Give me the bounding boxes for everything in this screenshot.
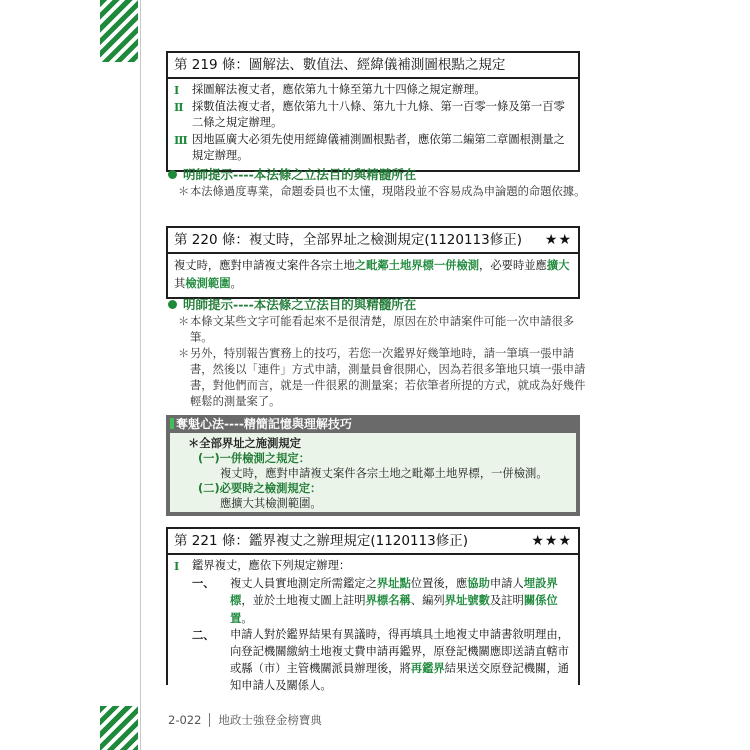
article-219-box xyxy=(166,51,580,172)
bullet-dot-icon xyxy=(168,300,177,309)
article-220-body: 複丈時，應對申請複丈案件各宗土地之毗鄰土地界標一併檢測，必要時並應擴大其檢測範圍。 xyxy=(174,258,570,290)
article-221-clause: 一、 複丈人員實地測定所需鑑定之界址點位置後，應協助申請人埋設界標，並於土地複丈圖上註明界標名稱、編列界址號數及註明關係位置。 xyxy=(192,575,558,625)
tip-heading: 明師提示----本法條之立法目的與精髓所在 xyxy=(183,167,417,182)
teacher-tip-2 xyxy=(168,296,588,410)
page-gutter-line xyxy=(140,0,141,750)
memory-tips-box xyxy=(166,415,580,516)
article-219-item: Ⅲ 因地區廣大必須先使用經緯儀補測圖根點者，應依第二編第二章圖根測量之規定辦理。 xyxy=(174,132,565,162)
corner-stripe-top xyxy=(100,0,138,62)
tip-item: ＊ 本法條過度專業，命題委員也不太懂，現階段並不容易成為申論題的命題依據。 xyxy=(178,185,586,198)
article-219-body xyxy=(168,79,578,170)
tip-item: ＊ 本條文某些文字可能看起來不是很清楚，原因在於申請案件可能一次申請很多筆。 xyxy=(178,315,575,344)
bullet-dot-icon xyxy=(168,170,177,179)
memory-tips-body: ＊全部界址之施測規定 (一)一併檢測之規定： 複丈時，應對申請複丈案件各宗土地之毗鄰土地界標，一併檢測。 (二)必要時之檢測規定： 應擴大其檢測範圍。 xyxy=(170,433,576,512)
importance-stars: ★★ xyxy=(544,232,572,248)
article-219-title: 第 219 條：圖解法、數值法、經緯儀補測圖根點之規定 xyxy=(168,53,578,79)
importance-stars: ★★★ xyxy=(531,533,572,549)
footer-divider xyxy=(209,713,210,727)
article-221-title: 第 221 條：鑑界複丈之辦理規定(1120113修正) ★★★ xyxy=(168,529,578,555)
page-number: 2-022 xyxy=(168,713,202,727)
article-221-clause: 二、 申請人對於鑑界結果有異議時，得再填具土地複丈申請書敘明理由，向登記機關繳納土地複丈費申請再鑑界，原登記機關應即送請直轄市或縣（市）主管機關派員辦理後，將再鑑界結果送交原登記機關，通知申請人及關係人。 xyxy=(192,628,569,692)
book-title: 地政士強登金榜寶典 xyxy=(218,713,322,727)
article-221-body: Ⅰ 鑑界複丈，應依下列規定辦理： 一、 複丈人員實地測定所需鑑定之界址點位置後，應協助申請人埋設界標，並於土地複丈圖上註明界標名稱、編列界址號數及註明關係位置。 二、 申請人對於鑑界結果有異議時，得再填具土地複丈申請書敘明理由，向登記機關繳納土地複丈費申請再鑑界，原登記機關應即送請直轄市或縣（市）主管機關派員辦理後，將再鑑界結果送交原登記機關，通知申請人及關係人。 xyxy=(168,555,578,699)
article-220-title: 第 220 條：複丈時，全部界址之檢測規定(1120113修正) ★★ xyxy=(168,228,578,254)
tip-heading: 明師提示----本法條之立法目的與精髓所在 xyxy=(183,297,417,312)
article-219-item: Ⅱ 採數值法複丈者，應依第九十八條、第九十九條、第一百零一條及第一百零二條之規定辦理。 xyxy=(174,99,565,129)
article-219-item: Ⅰ 採圖解法複丈者，應依第九十條至第九十四條之規定辦理。 xyxy=(174,83,486,97)
corner-stripe-bottom xyxy=(100,706,138,750)
heading-tab-icon xyxy=(170,418,174,429)
article-220-box xyxy=(166,226,580,299)
tip-item: ＊ 另外，特別報告實務上的技巧，若您一次鑑界好幾筆地時，請一筆填一張申請書，然後以「連件」方式申請，測量員會很開心，因為若很多筆地只填一張申請書，對他們而言，就是一件很累的測量案；若依筆者所提的方式，就成為好幾件輕鬆的測量案了。 xyxy=(178,347,586,408)
teacher-tip-1 xyxy=(168,166,588,200)
article-221-box xyxy=(166,527,580,692)
memory-tips-heading: 奪魁心法----精簡記憶與理解技巧 xyxy=(170,415,576,433)
page-footer xyxy=(168,712,322,728)
